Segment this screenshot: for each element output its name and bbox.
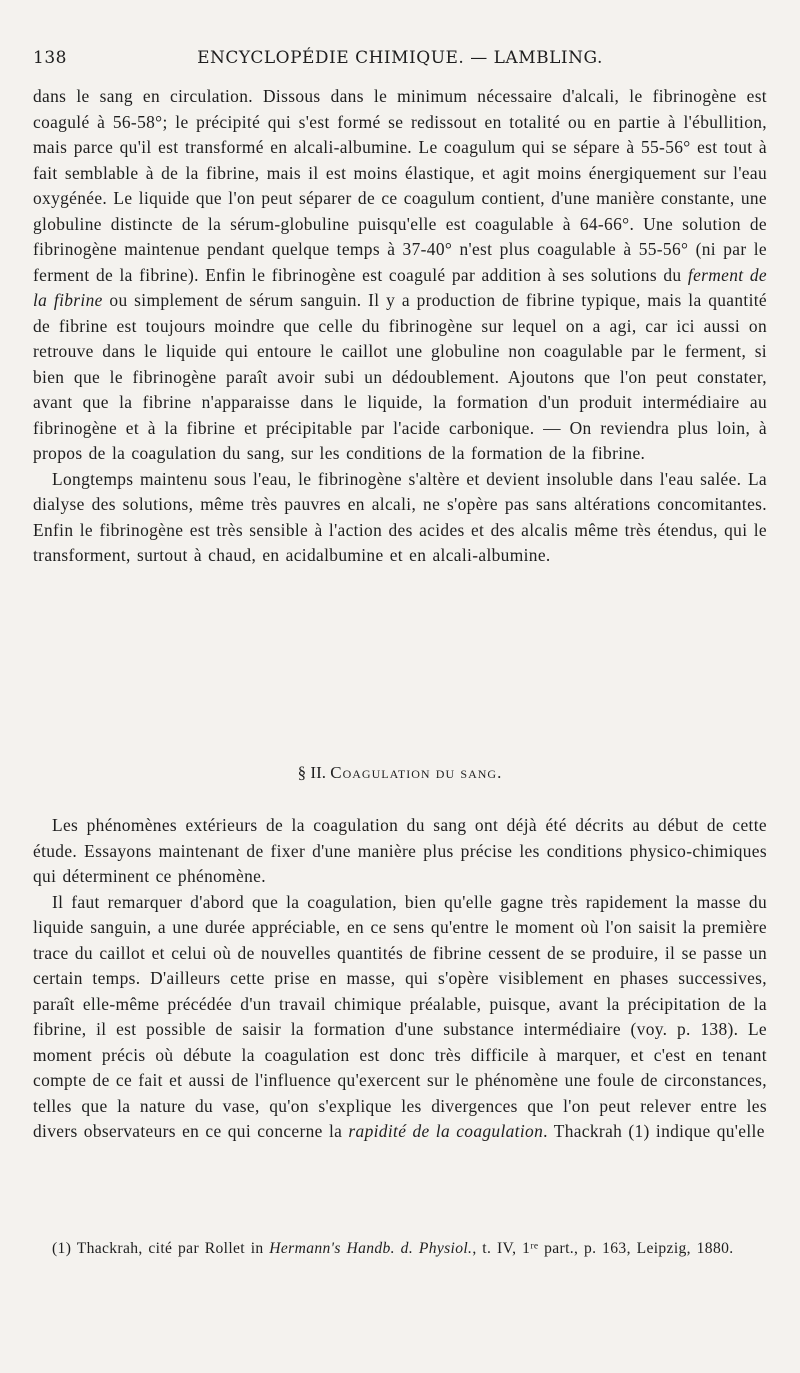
footnote-citation: Hermann's Handb. d. Physiol. — [269, 1240, 473, 1257]
footnote — [33, 1238, 767, 1259]
section-title: Coagulation du sang. — [330, 763, 503, 782]
paragraph: dans le sang en circulation. Dissous dans le minimum nécessaire d'alcali, le fibrinogène est coagulé à 56-58°; le précipité qui s'est formé se redissout en totalité ou en partie à l'ébullition, mais parce qu'il est transformé en alcali-albumine. Le coagulum qui se sépare à 55-56° est tout à fait semblable à de la fibrine, mais il est moins élastique, et agit moins énergiquement sur l'eau oxygénée. Le liquide que l'on peut séparer de ce coagulum contient, d'une manière constante, une globuline distincte de la sérum-globuline puisqu'elle est coagulable à 64-66°. Une solution de fibrinogène maintenue pendant quelque temps à 37-40° n'est plus coagulable à 55-56° (ni par le ferment de la fibrine). Enfin le fibrinogène est coagulé par addition à ses solutions du ferment de la fibrine ou simplement de sérum sanguin. Il y a production de fibrine typique, mais la quantité de fibrine est toujours moindre que celle du fibrinogène sur lequel on a agi, car ici aussi on retrouve dans le liquide qui entoure le caillot une globuline non coagulable par le ferment, si bien que le fibrinogène paraît avoir subi un dédoublement. Ajoutons que l'on peut constater, avant que la fibrine n'apparaisse dans le liquide, la formation d'un produit intermédiaire au fibrinogène et à la fibrine et précipitable par l'acide carbonique. — On reviendra plus loin, à propos de la coagulation du sang, sur les conditions de la formation de la fibrine. — [33, 86, 768, 463]
italic-term: ferment de la fibrine — [33, 264, 767, 310]
running-title: ENCYCLOPÉDIE CHIMIQUE. — LAMBLING. — [197, 48, 603, 68]
paragraph: Les phénomènes extérieurs de la coagulation du sang ont déjà été décrits au début de cette étude. Essayons maintenant de fixer d'une manière plus précise les conditions physico-chimiques qui déterminent ce phénomène. — [33, 815, 767, 886]
section-heading — [33, 763, 767, 783]
paragraph: Il faut remarquer d'abord que la coagulation, bien qu'elle gagne très rapidement la masse du liquide sanguin, a une durée appréciable, en ce sens qu'entre le moment où l'on saisit la première trace du caillot et celui où de nouvelles quantités de fibrine cessent de se produire, il se passe un certain temps. D'ailleurs cette prise en masse, qui s'opère visiblement en phases successives, paraît elle-même précédée d'un travail chimique préalable, puisque, avant la précipitation de la fibrine, il est possible de saisir la formation d'une substance intermédiaire (voy. p. 138). Le moment précis où débute la coagulation est donc très difficile à marquer, et c'est en tenant compte de ce fait et aussi de l'influence qu'exercent sur le phénomène une foule de circonstances, telles que la nature du vase, qu'on s'explique les divergences que l'on peut relever entre les divers observateurs en ce qui concerne la rapidité de la coagulation. Thackrah (1) indique qu'elle — [33, 891, 767, 1141]
italic-term: rapidité de la coagulation — [348, 1121, 544, 1141]
body-text-bottom — [33, 813, 767, 1145]
paragraph: Longtemps maintenu sous l'eau, le fibrinogène s'altère et devient insoluble dans l'eau salée. La dialyse des solutions, même très pauvres en alcali, ne s'opère pas sans altérations concomitantes. Enfin le fibrinogène est très sensible à l'action des acides et des alcalis même très étendus, qui le transforment, surtout à chaud, en acidalbumine et en alcali-albumine. — [33, 468, 767, 565]
page-header — [33, 48, 767, 76]
page-number: 138 — [33, 48, 67, 68]
section-mark: § II. — [297, 763, 326, 782]
body-text-top — [33, 84, 767, 569]
footnote-text: (1) Thackrah, cité par Rollet in Hermann's Handb. d. Physiol., t. IV, 1ʳᵉ part., p. 163, Leipzig, 1880. — [52, 1240, 734, 1257]
